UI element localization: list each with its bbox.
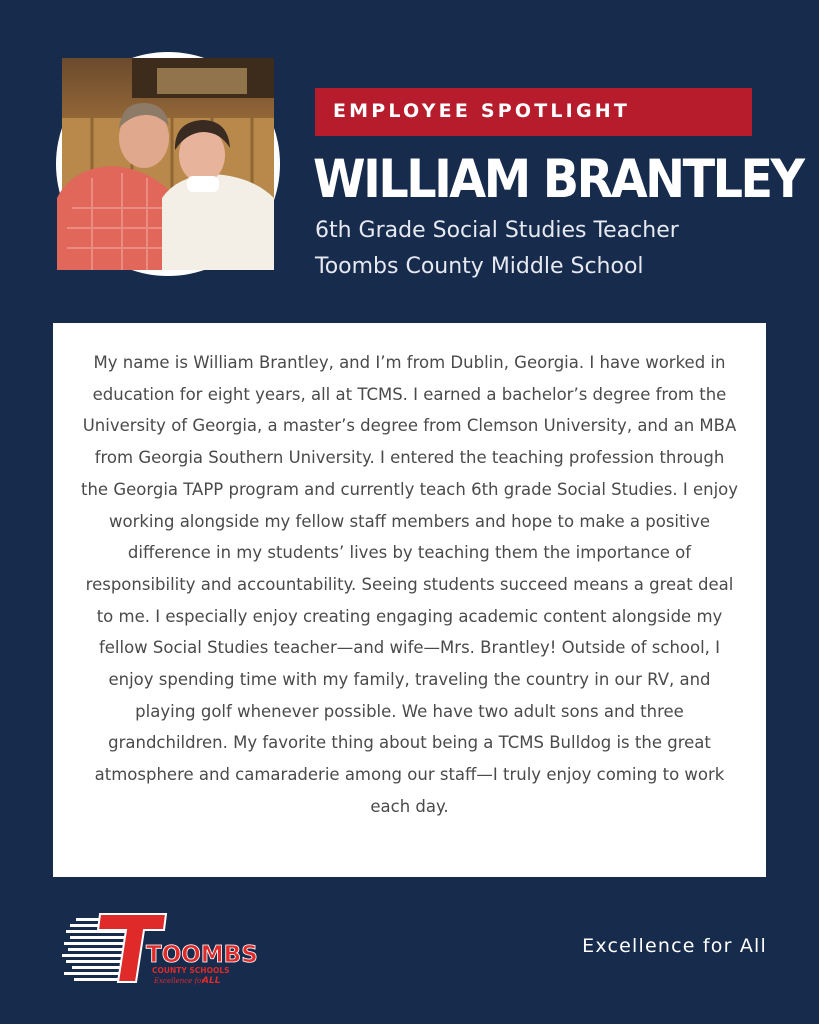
employee-spotlight-banner <box>315 88 752 136</box>
logo-subtitle: COUNTY SCHOOLS <box>152 966 230 975</box>
employee-role: 6th Grade Social Studies Teacher <box>315 218 679 243</box>
bio-card <box>53 323 766 877</box>
footer-tagline: Excellence for All <box>582 935 767 957</box>
banner-label: EMPLOYEE SPOTLIGHT <box>333 100 631 122</box>
employee-school: Toombs County Middle School <box>315 254 644 279</box>
toombs-county-schools-logo <box>62 910 258 990</box>
profile-photo <box>62 58 274 270</box>
profile-photo-frame <box>56 52 280 276</box>
logo-motto-prefix: Excellence for <box>154 977 205 985</box>
bio-text: My name is William Brantley, and I’m from Dublin, Georgia. I have worked in education for eight years, all at TCMS. I earned a bachelor’s degree from the University of Georgia, a master’s degree from Clemson University, and an MBA from Georgia Southern University. I entered the teaching profession through the Georgia TAPP program and currently teach 6th grade Social Studies. I enjoy working alongside my fellow staff members and hope to make a positive difference in my students’ lives by teaching them the importance of responsibility and accountability. Seeing students succeed means a great deal to me. I especially enjoy creating engaging academic content alongside my fellow Social Studies teacher—and wife—Mrs. Brantley! Outside of school, I enjoy spending time with my family, traveling the country in our RV, and playing golf whenever possible. We have two adult sons and three grandchildren. My favorite thing about being a TCMS Bulldog is the great atmosphere and camaraderie among our staff—I truly enjoy coming to work each day. <box>81 353 739 816</box>
logo-motto-emphasis: ALL <box>202 976 221 986</box>
employee-name: WILLIAM BRANTLEY <box>313 149 803 210</box>
logo-wordmark: TOOMBS <box>146 942 258 968</box>
